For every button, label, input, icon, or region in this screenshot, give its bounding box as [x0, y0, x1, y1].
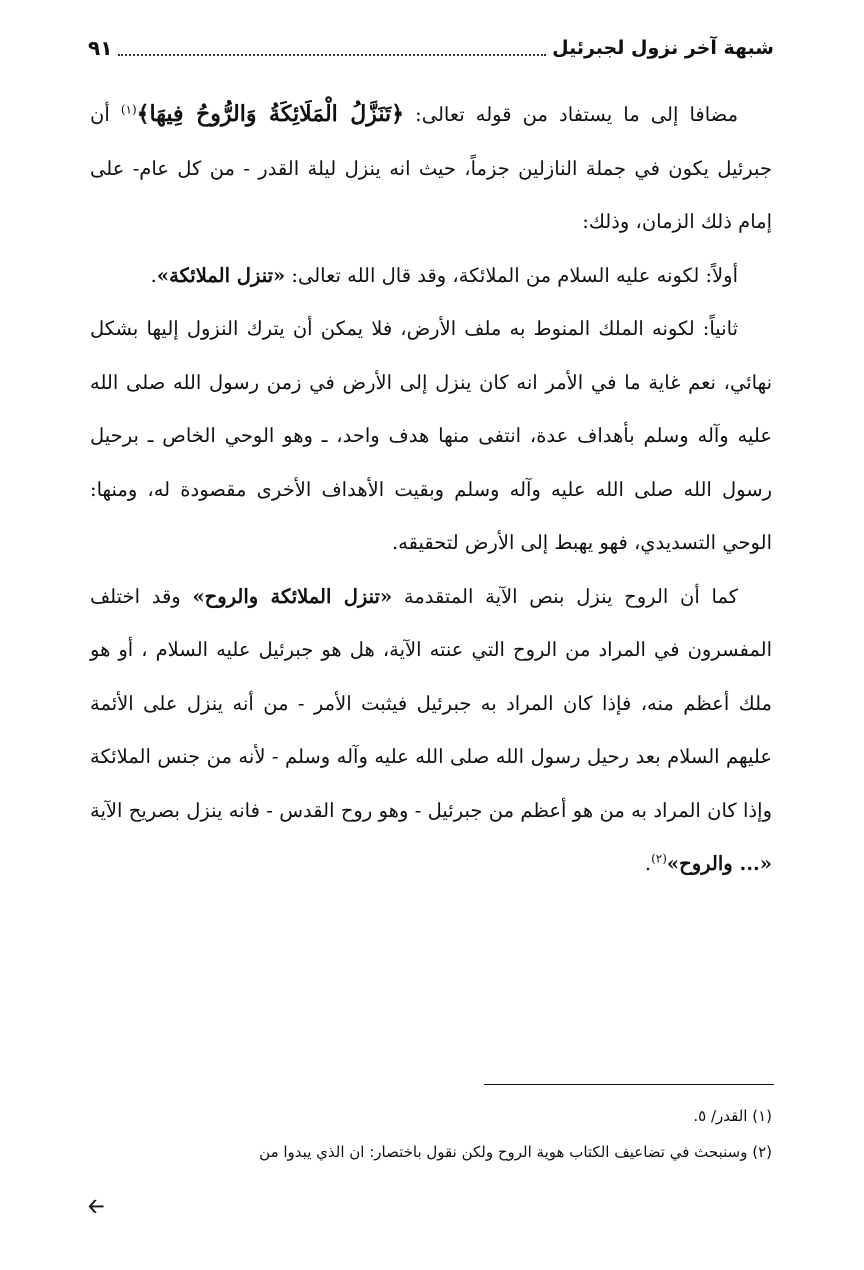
- quran-verse: ﴿تَنَزَّلُ الْمَلَائِكَةُ وَالرُّوحُ فِيهَا﴾: [136, 101, 405, 127]
- running-header: [88, 30, 774, 66]
- verse-quote: «تنزل الملائكة»: [156, 263, 286, 287]
- leader-dots: [118, 40, 546, 56]
- page-number: ٩١: [88, 36, 113, 60]
- paragraph-3: ثانياً: لكونه الملك المنوط به ملف الأرض، فلا يمكن أن يترك النزول إليها بشكل نهائي، نعم غاية ما في الأمر انه كان ينزل إلى الأرض في زمن رسول الله صلى الله عليه وآله وسلم بأهداف عدة، انتفى منها هدف واحد، ـ وهو الوحي الخاص ـ برحيل رسول الله صلى الله عليه وآله وسلم وبقيت الأهداف الأخرى مقصودة له، ومنها: الوحي التسديدي، فهو يهبط إلى الأرض لتحقيقه.: [90, 317, 772, 554]
- paragraph-text: كما أن الروح ينزل بنص الآية المتقدمة: [392, 584, 738, 608]
- footnote-ref-1: (١): [120, 102, 137, 117]
- footnote-2: (٢) وسنبحث في تضاعيف الكتاب هوية الروح ولكن نقول باختصار: ان الذي يبدوا من: [259, 1143, 772, 1161]
- body-text: [90, 88, 772, 891]
- footnote-1: (١) القدر/ ٥.: [693, 1107, 772, 1125]
- paragraph-text: أولاً: لكونه عليه السلام من الملائكة، وقد قال الله تعالى:: [285, 263, 738, 287]
- footnote-ref-2: (٢): [651, 851, 667, 866]
- paragraph-text: وقد اختلف المفسرون في المراد من الروح التي عنته الآية، هل هو جبرئيل عليه السلام ، أو هو ملك أعظم منه، فإذا كان المراد به جبرئيل فيثبت الأمر - من أنه ينزل على الأئمة عليهم السلام بعد رحيل رسول الله صلى الله عليه وآله وسلم - لأنه من جنس الملائكة وإذا كان المراد به من هو أعظم من جبرئيل - وهو روح القدس - فانه ينزل بصريح الآية: [90, 584, 772, 822]
- verse-quote: «... والروح»: [666, 852, 772, 875]
- paragraph-4: [90, 570, 772, 891]
- paragraph-text: مضافا إلى ما يستفاد من قوله تعالى:: [404, 103, 739, 126]
- paragraph-text: .: [644, 852, 652, 875]
- footnotes: [90, 1098, 772, 1170]
- footnote-divider: [484, 1084, 774, 1085]
- paragraph-1: [90, 88, 772, 249]
- chapter-title: شبهة آخر نزول لجبرئيل: [552, 37, 774, 59]
- paragraph-2: [90, 249, 772, 303]
- left-arrow-icon: 🡠: [88, 1194, 105, 1218]
- verse-quote: «تنزل الملائكة والروح»: [192, 584, 393, 608]
- paragraph-text: أن جبرئيل يكون في جملة النازلين جزماً، حيث انه ينزل ليلة القدر - من كل عام- على إمام ذلك الزمان، وذلك:: [90, 103, 772, 233]
- paragraph-text: .: [150, 263, 157, 287]
